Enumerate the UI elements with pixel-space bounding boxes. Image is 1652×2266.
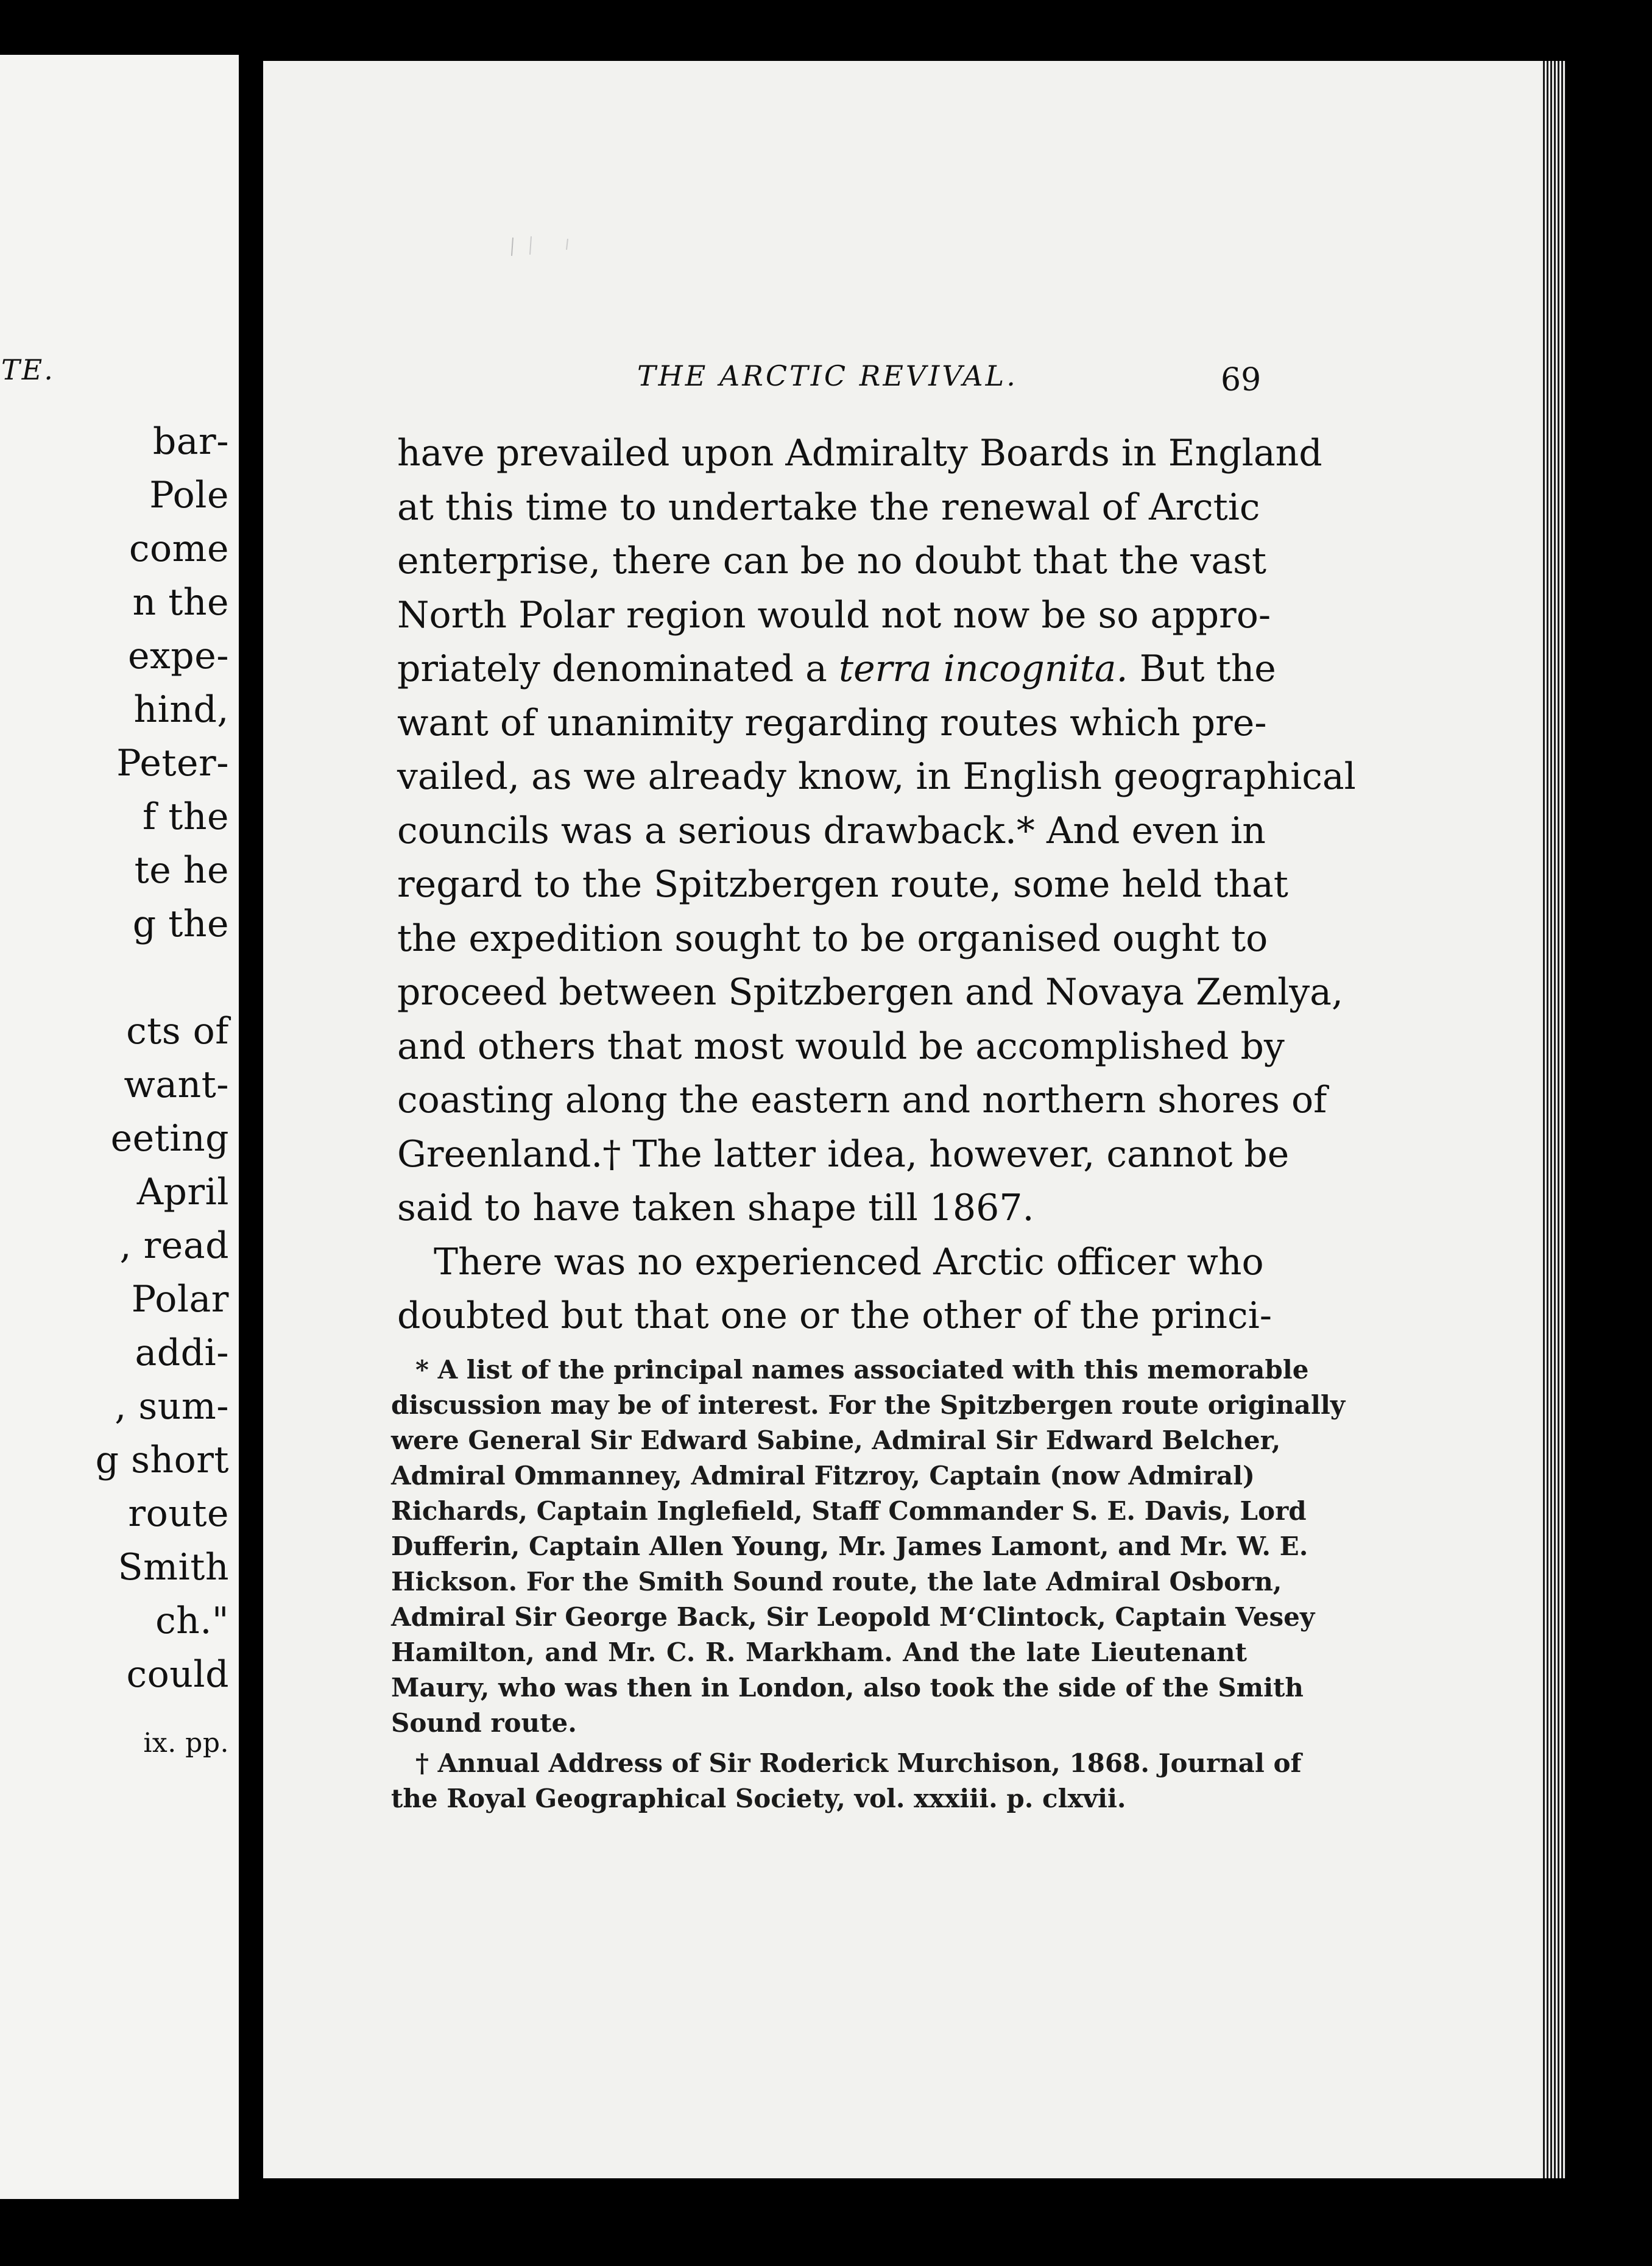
left-page-running-head-fragment: TE. xyxy=(1,353,55,386)
body-line: the expedition sought to be organised ought to xyxy=(397,917,1268,960)
footnote-line: were General Sir Edward Sabine, Admiral Sir Edward Belcher, xyxy=(391,1425,1281,1455)
left-page-line: n the xyxy=(132,581,229,624)
body-line-with-italic: priately denominated a terra incognita. But the xyxy=(397,648,1276,690)
body-line: vailed, as we already know, in English geographical xyxy=(397,755,1356,798)
body-line: at this time to undertake the renewal of Arctic xyxy=(397,485,1260,529)
page-header xyxy=(263,359,1541,408)
italic-phrase: terra incognita. xyxy=(838,648,1128,690)
footnote-line: Admiral Ommanney, Admiral Fitzroy, Captain (now Admiral) xyxy=(391,1461,1255,1491)
body-line: proceed between Spitzbergen and Novaya Zemlya, xyxy=(397,971,1344,1014)
footnote-gap xyxy=(391,1741,1247,1746)
left-page-line: April xyxy=(136,1171,229,1213)
left-page-line: g short xyxy=(95,1439,229,1481)
footnote-line: discussion may be of interest. For the Spitzbergen route originally xyxy=(391,1390,1346,1420)
left-facing-page xyxy=(0,55,239,2199)
body-line: There was no experienced Arctic officer who xyxy=(434,1240,1264,1283)
left-page-line: f the xyxy=(142,796,229,838)
left-page-line: cts of xyxy=(126,1010,229,1053)
page-stack-edge xyxy=(1541,61,1566,2178)
body-text xyxy=(397,426,1356,1343)
left-page-line: Polar xyxy=(131,1278,229,1321)
body-line: said to have taken shape till 1867. xyxy=(397,1187,1034,1229)
left-page-line: addi- xyxy=(135,1332,229,1374)
running-head: THE ARCTIC REVIVAL. xyxy=(637,359,1018,392)
body-line: North Polar region would not now be so appro- xyxy=(397,593,1271,637)
body-line: Greenland.† The latter idea, however, cannot be xyxy=(397,1132,1290,1176)
footnote-line: † Annual Address of Sir Roderick Murchison, 1868. Journal of xyxy=(415,1748,1302,1778)
left-page-line: Peter- xyxy=(116,742,229,785)
body-line: coasting along the eastern and northern shores of xyxy=(397,1079,1327,1121)
left-page-line: route xyxy=(128,1492,229,1535)
body-line: doubted but that one or the other of the princi- xyxy=(397,1294,1273,1337)
left-page-line: Pole xyxy=(149,474,229,517)
left-page-line: , sum- xyxy=(115,1385,229,1428)
left-page-line: , read xyxy=(119,1224,229,1267)
body-line: regard to the Spitzbergen route, some held that xyxy=(397,863,1288,906)
body-line: enterprise, there can be no doubt that the vast xyxy=(397,540,1266,582)
page-number: 69 xyxy=(1221,362,1262,398)
left-page-line: hind, xyxy=(133,688,229,731)
footnote-line: * A list of the principal names associated with this memorable xyxy=(415,1355,1309,1385)
footnote-line: Maury, who was then in London, also took the side of the Smith xyxy=(391,1673,1304,1703)
footnote-line: Hamilton, and Mr. C. R. Markham. And the late Lieutenant xyxy=(391,1637,1247,1667)
paper-specks xyxy=(495,231,616,268)
footnote-line: Sound route. xyxy=(391,1708,577,1738)
left-page-line: eeting xyxy=(110,1117,229,1160)
book-page xyxy=(263,61,1541,2178)
footnote-line: Admiral Sir George Back, Sir Leopold M‘Clintock, Captain Vesey xyxy=(391,1602,1315,1632)
footnotes xyxy=(391,1352,1346,1816)
left-page-line: come xyxy=(129,528,229,570)
left-page-footnote-line: ix. pp. xyxy=(143,1728,229,1759)
body-line: councils was a serious drawback.* And even in xyxy=(397,809,1266,852)
body-line: and others that most would be accomplished by xyxy=(397,1025,1285,1068)
left-page-line: g the xyxy=(132,903,229,945)
left-page-line: could xyxy=(126,1653,229,1696)
body-line: have prevailed upon Admiralty Boards in England xyxy=(397,432,1322,475)
book-gutter xyxy=(239,0,263,2266)
left-page-line: expe- xyxy=(127,635,229,677)
left-page-line: want- xyxy=(124,1064,229,1106)
footnote-line: the Royal Geographical Society, vol. xxxiii. p. clxvii. xyxy=(391,1784,1126,1813)
body-line: want of unanimity regarding routes which pre- xyxy=(397,701,1267,744)
left-page-line: Smith xyxy=(118,1546,229,1589)
left-page-line: te he xyxy=(134,849,229,892)
footnote-line: Hickson. For the Smith Sound route, the late Admiral Osborn, xyxy=(391,1567,1282,1597)
left-page-line: bar- xyxy=(152,420,229,463)
left-page-line: ch." xyxy=(155,1600,229,1642)
footnote-line: Dufferin, Captain Allen Young, Mr. James Lamont, and Mr. W. E. xyxy=(391,1531,1308,1561)
footnote-line: Richards, Captain Inglefield, Staff Commander S. E. Davis, Lord xyxy=(391,1496,1307,1526)
